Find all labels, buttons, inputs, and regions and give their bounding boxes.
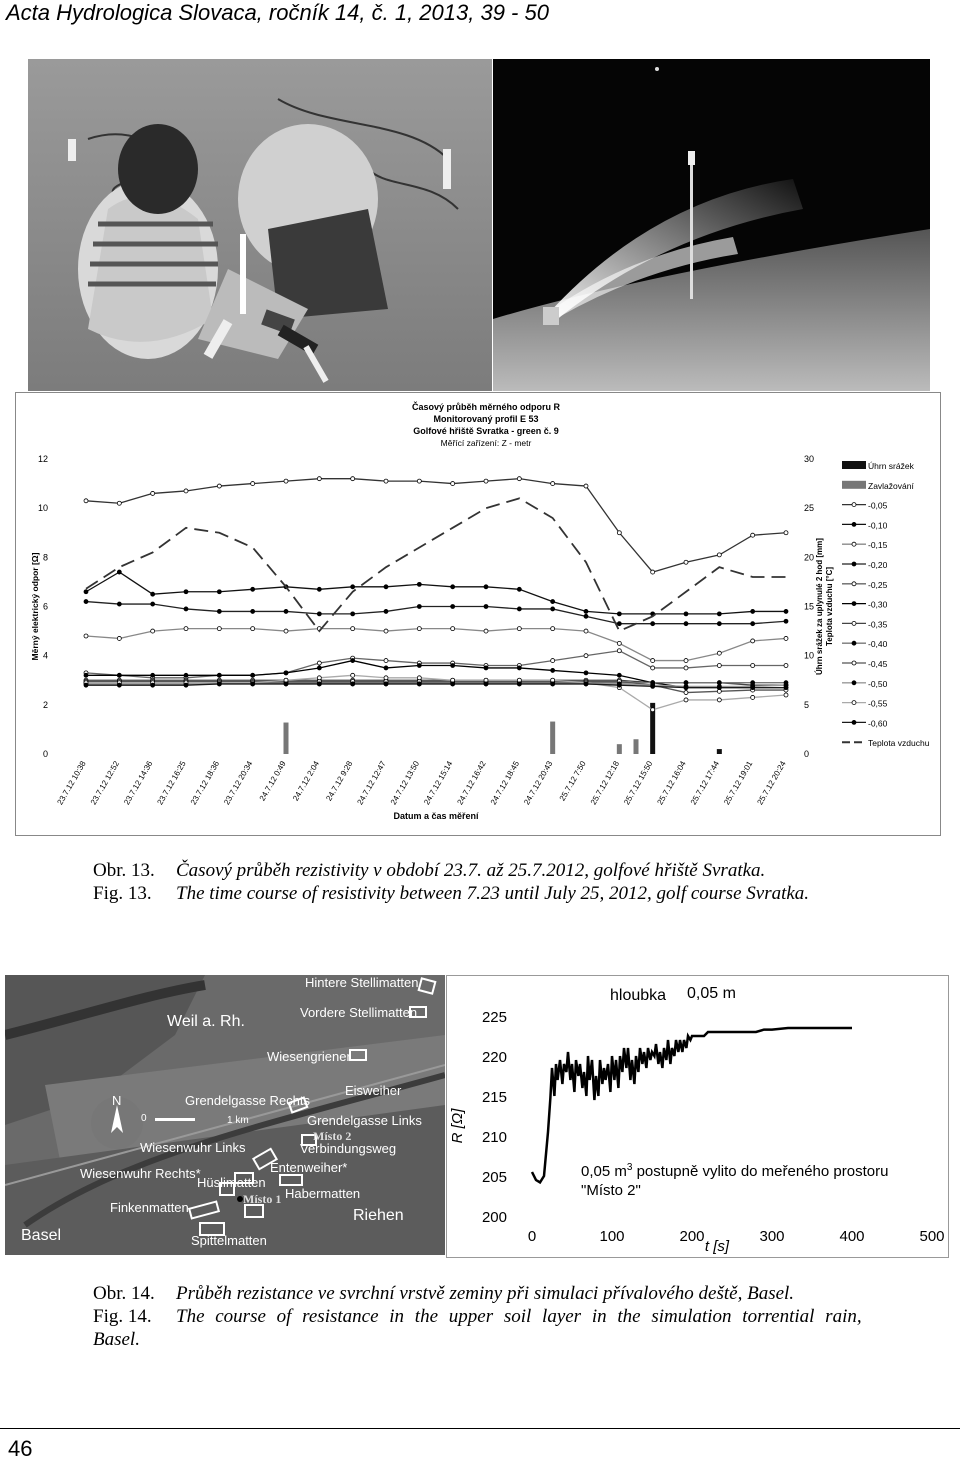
- fig13-caption-cz-number: Obr. 13.: [93, 860, 155, 881]
- series-point: [751, 622, 755, 626]
- scale-zero-label: 0: [141, 1113, 147, 1124]
- legend-label: -0,55: [868, 698, 888, 709]
- journal-header: Acta Hydrologica Slovaca, ročník 14, č. 1, 2013, 39 - 50: [6, 0, 549, 25]
- series-point: [617, 622, 621, 626]
- series-point: [84, 683, 88, 687]
- legend-swatch: [852, 582, 856, 586]
- series-point: [484, 666, 488, 670]
- series-point: [651, 622, 655, 626]
- series-point: [151, 491, 155, 495]
- series-point: [317, 666, 321, 670]
- right-tick-label: 5: [804, 699, 810, 710]
- scale-km-label: 1 km: [227, 1115, 249, 1126]
- x-tick-label: 24.7.12 0:49: [257, 759, 288, 803]
- resistivity-chart: [15, 392, 941, 836]
- map-label-grendel-links: Grendelgasse Links: [307, 1113, 422, 1128]
- series-point: [84, 673, 88, 677]
- series-point: [751, 533, 755, 537]
- series-point: [717, 553, 721, 557]
- series-point: [551, 482, 555, 486]
- left-tick-label: 0: [42, 749, 48, 759]
- map-label-wiesenwuhr-rechts: Wiesenwuhr Rechts*: [80, 1166, 201, 1181]
- series-point: [217, 590, 221, 594]
- left-tick-label: 10: [37, 503, 48, 514]
- series-point: [417, 582, 421, 586]
- series-point: [684, 612, 688, 616]
- y-tick-label: 225: [481, 1009, 507, 1026]
- series-point: [517, 587, 521, 591]
- x-tick-label: 25.7.12 17:44: [688, 759, 722, 807]
- series-point: [451, 682, 455, 686]
- series-point: [117, 501, 121, 505]
- x-axis-label: t [s]: [704, 1238, 730, 1255]
- map-label-verbindung: Verbindungsweg: [300, 1141, 397, 1156]
- series-point: [151, 683, 155, 687]
- series-point: [517, 666, 521, 670]
- series-point: [617, 531, 621, 535]
- series-point: [184, 627, 188, 631]
- series-point: [317, 477, 321, 481]
- series-point: [551, 600, 555, 604]
- legend-swatch: [852, 602, 856, 606]
- resistance-line: [532, 1028, 852, 1182]
- series-point: [484, 682, 488, 686]
- series-point: [451, 605, 455, 609]
- series-point: [351, 585, 355, 589]
- series-point: [84, 634, 88, 638]
- series-point: [217, 682, 221, 686]
- y-tick-label: 220: [481, 1049, 507, 1066]
- map-label-misto2: Místo 2: [313, 1129, 352, 1143]
- irrigation-bar: [550, 722, 555, 754]
- series-point: [651, 570, 655, 574]
- left-tick-label: 8: [42, 552, 48, 563]
- left-tick-label: 2: [42, 699, 48, 710]
- series-point: [484, 479, 488, 483]
- map-label-misto1: Místo 1: [243, 1192, 282, 1206]
- right-tick-label: 25: [804, 503, 815, 514]
- x-tick-label: 23.7.12 18:36: [188, 759, 222, 807]
- series-point: [251, 482, 255, 486]
- x-tick-label: 400: [839, 1228, 865, 1245]
- series-point: [384, 676, 388, 680]
- map-label-entenweiher: Entenweiher*: [270, 1160, 348, 1175]
- series-point: [717, 698, 721, 702]
- series-point: [717, 622, 721, 626]
- series-point: [684, 666, 688, 670]
- x-tick-label: 23.7.12 10:38: [55, 759, 88, 807]
- legend-swatch: [852, 641, 856, 645]
- series-point: [417, 676, 421, 680]
- series-point: [617, 683, 621, 687]
- map-label-vordere: Vordere Stellimatten: [300, 1005, 418, 1020]
- map-label-basel: Basel: [21, 1227, 62, 1244]
- series-point: [251, 673, 255, 677]
- fig13-caption-cz: Časový průběh rezistivity v období 23.7. až 25.7.2012, golfové hřiště Svratka.: [176, 860, 766, 881]
- x-tick-label: 23.7.12 12:52: [88, 759, 122, 807]
- series-point: [151, 629, 155, 633]
- series-point: [784, 531, 788, 535]
- irrigation-bar: [634, 739, 639, 754]
- series-point: [417, 682, 421, 686]
- series-point: [384, 629, 388, 633]
- series-point: [784, 636, 788, 640]
- legend-swatch: [852, 621, 856, 625]
- series-point: [284, 671, 288, 675]
- series-point: [217, 673, 221, 677]
- x-tick-label: 24.7.12 18:45: [488, 759, 522, 807]
- x-axis-label: Datum a čas měření: [393, 811, 479, 821]
- right-tick-label: 10: [804, 650, 815, 661]
- x-tick-label: 24.7.12 2:04: [291, 759, 322, 803]
- series-point: [717, 664, 721, 668]
- series-point: [451, 585, 455, 589]
- y-tick-label: 200: [481, 1209, 507, 1226]
- series-point: [217, 484, 221, 488]
- series-point: [351, 477, 355, 481]
- x-tick-label: 24.7.12 15:14: [422, 759, 455, 807]
- legend-swatch: [842, 461, 866, 469]
- map-label-weil: Weil a. Rh.: [167, 1013, 245, 1030]
- x-tick-label: 25.7.12 15:50: [622, 759, 655, 807]
- fig14-caption-en: The course of resistance in the upper soil layer in the simulation torrential rain,: [176, 1306, 862, 1327]
- series-point: [584, 484, 588, 488]
- legend-label: -0,05: [868, 500, 888, 511]
- series-point: [251, 609, 255, 613]
- series-point: [584, 682, 588, 686]
- series-point: [184, 683, 188, 687]
- legend-swatch: [842, 481, 866, 489]
- series-point: [184, 673, 188, 677]
- series-point: [284, 479, 288, 483]
- series-point: [684, 698, 688, 702]
- legend-label: -0,10: [868, 520, 888, 531]
- fig14-caption-en-number: Fig. 14.: [93, 1306, 152, 1327]
- series-point: [384, 666, 388, 670]
- map-label-riehen: Riehen: [353, 1207, 404, 1224]
- series-point: [451, 664, 455, 668]
- legend-swatch: [852, 720, 856, 724]
- series-point: [751, 609, 755, 613]
- y-tick-label: 215: [481, 1089, 507, 1106]
- y-axis-label: R [Ω]: [449, 1108, 466, 1144]
- x-tick-label: 100: [599, 1228, 625, 1245]
- legend-swatch: [852, 522, 856, 526]
- series-line-0: [86, 479, 786, 572]
- map-label-spittelmatten: Spittelmatten: [191, 1233, 267, 1248]
- series-point: [184, 607, 188, 611]
- x-tick-label: 500: [919, 1228, 945, 1245]
- series-point: [284, 682, 288, 686]
- series-point: [151, 673, 155, 677]
- legend-label: Teplota vzduchu: [868, 738, 930, 749]
- series-point: [284, 609, 288, 613]
- series-point: [684, 686, 688, 690]
- series-point: [751, 686, 755, 690]
- y-tick-label: 210: [481, 1129, 507, 1146]
- x-tick-label: 24.7.12 16:42: [455, 759, 488, 807]
- series-point: [617, 612, 621, 616]
- map-label-wiesenwuhr-links: Wiesenwuhr Links: [140, 1140, 246, 1155]
- chart-title-line: Golfové hřiště Svratka - green č. 9: [413, 426, 559, 436]
- series-point: [451, 627, 455, 631]
- series-point: [384, 659, 388, 663]
- series-point: [417, 664, 421, 668]
- legend-label: Zavlažování: [868, 480, 914, 491]
- series-point: [584, 609, 588, 613]
- series-point: [84, 590, 88, 594]
- right-tick-label: 20: [804, 552, 815, 563]
- series-point: [584, 654, 588, 658]
- temperature-line: [86, 498, 786, 631]
- legend-label: -0,40: [868, 639, 888, 650]
- series-point: [417, 627, 421, 631]
- series-point: [651, 684, 655, 688]
- fig14-caption-cz-number: Obr. 14.: [93, 1283, 155, 1304]
- series-point: [551, 607, 555, 611]
- legend-label: -0,35: [868, 619, 888, 630]
- field-measurement-photo: [28, 59, 492, 391]
- series-line-2: [86, 629, 786, 661]
- series-point: [784, 693, 788, 697]
- series-point: [317, 682, 321, 686]
- right-tick-label: 0: [804, 749, 810, 759]
- legend-label: -0,15: [868, 540, 888, 551]
- series-point: [117, 636, 121, 640]
- series-point: [784, 664, 788, 668]
- legend-label: -0,30: [868, 599, 888, 610]
- series-point: [351, 682, 355, 686]
- x-tick-label: 25.7.12 16:04: [655, 759, 688, 807]
- series-line-4: [86, 651, 786, 678]
- series-point: [517, 682, 521, 686]
- series-point: [717, 651, 721, 655]
- fig13-caption-en: The time course of resistivity between 7.23 until July 25, 2012, golf course Svratka.: [176, 883, 810, 904]
- series-point: [184, 590, 188, 594]
- right-tick-label: 30: [804, 454, 815, 464]
- series-point: [317, 676, 321, 680]
- series-point: [151, 602, 155, 606]
- x-tick-label: 23.7.12 14:36: [122, 759, 155, 807]
- series-point: [751, 639, 755, 643]
- series-point: [84, 600, 88, 604]
- series-point: [684, 659, 688, 663]
- map-label-grendel-rechts: Grendelgasse Rechts: [185, 1093, 311, 1108]
- series-point: [517, 477, 521, 481]
- series-point: [617, 641, 621, 645]
- series-point: [784, 686, 788, 690]
- series-point: [584, 629, 588, 633]
- x-tick-label: 24.7.12 20:43: [522, 759, 555, 807]
- series-point: [217, 609, 221, 613]
- y-tick-label: 205: [481, 1169, 507, 1186]
- series-point: [351, 627, 355, 631]
- series-point: [117, 683, 121, 687]
- right-axis-label: Teplota vzduchu [°C]: [825, 566, 834, 647]
- series-point: [484, 585, 488, 589]
- series-point: [117, 602, 121, 606]
- legend-label: -0,50: [868, 678, 888, 689]
- series-point: [351, 612, 355, 616]
- series-point: [551, 659, 555, 663]
- x-tick-label: 25.7.12 12:18: [588, 759, 622, 807]
- series-point: [584, 671, 588, 675]
- series-point: [384, 609, 388, 613]
- map-label-eisweiher: Eisweiher: [345, 1083, 402, 1098]
- x-tick-label: 24.7.12 9:28: [324, 759, 355, 803]
- x-tick-label: 0: [527, 1228, 537, 1245]
- page-number: 46: [8, 1436, 33, 1461]
- x-tick-label: 200: [679, 1228, 705, 1245]
- series-point: [251, 587, 255, 591]
- legend-label: -0,20: [868, 560, 888, 570]
- footer-rule: [0, 1428, 960, 1429]
- series-point: [184, 489, 188, 493]
- x-tick-label: 23.7.12 20:34: [222, 759, 255, 807]
- series-point: [217, 627, 221, 631]
- series-point: [551, 682, 555, 686]
- right-axis-label: Úhrn srážek za uplynulé 2 hod [mm]: [815, 538, 824, 675]
- series-point: [651, 666, 655, 670]
- series-point: [251, 627, 255, 631]
- series-point: [517, 627, 521, 631]
- resistance-time-chart: [446, 975, 949, 1258]
- series-point: [551, 668, 555, 672]
- chart-title-line: Měřící zařízení: Z - metr: [440, 438, 532, 448]
- x-tick-label: 24.7.12 13:50: [388, 759, 422, 807]
- legend-swatch: [852, 503, 856, 507]
- series-line-3: [86, 602, 786, 624]
- series-point: [617, 649, 621, 653]
- map-label-wiesengriener: Wiesengriener: [267, 1049, 351, 1064]
- annotation-text: 0,05 $m^3$ postupně vylito do meřeného prostoru: [581, 1162, 889, 1180]
- x-tick-label: 24.7.12 12:47: [355, 759, 388, 807]
- series-point: [717, 686, 721, 690]
- series-point: [451, 482, 455, 486]
- series-line-1: [86, 572, 786, 614]
- series-point: [784, 619, 788, 623]
- series-point: [484, 629, 488, 633]
- series-point: [684, 622, 688, 626]
- legend-swatch: [852, 681, 856, 685]
- map-label-finkenmatten: Finkenmatten: [110, 1200, 189, 1215]
- legend-swatch: [852, 661, 856, 665]
- rain-bar: [717, 749, 722, 754]
- basel-site-map: [5, 975, 445, 1255]
- left-tick-label: 6: [42, 601, 48, 612]
- series-point: [717, 612, 721, 616]
- x-tick-label: 25.7.12 19:01: [722, 759, 755, 807]
- fig14-caption-en-cont: Basel.: [93, 1329, 140, 1350]
- series-point: [684, 560, 688, 564]
- series-point: [617, 673, 621, 677]
- series-point: [551, 627, 555, 631]
- series-point: [651, 659, 655, 663]
- chart-title: hloubka: [610, 987, 667, 1004]
- right-tick-label: 15: [804, 601, 815, 612]
- map-label-habermatten: Habermatten: [285, 1186, 361, 1201]
- series-point: [784, 609, 788, 613]
- series-point: [684, 691, 688, 695]
- series-point: [517, 607, 521, 611]
- series-point: [151, 592, 155, 596]
- x-tick-label: 25.7.12 7:50: [557, 759, 588, 803]
- x-tick-label: 23.7.12 16:25: [155, 759, 188, 807]
- series-point: [651, 708, 655, 712]
- series-point: [384, 585, 388, 589]
- series-point: [751, 664, 755, 668]
- legend-swatch: [852, 701, 856, 705]
- series-point: [417, 605, 421, 609]
- x-tick-label: 300: [759, 1228, 785, 1245]
- chart-title-line: Monitorovaný profil E 53: [433, 414, 539, 424]
- chart-title-line: Časový průběh měrného odporu R: [411, 402, 561, 412]
- series-point: [351, 659, 355, 663]
- map-label-hintere: Hintere Stellimatten: [305, 975, 419, 990]
- annotation-text-line2: "Místo 2": [581, 1182, 641, 1199]
- legend-label: -0,45: [868, 659, 888, 669]
- legend-swatch: [852, 562, 856, 566]
- series-point: [117, 673, 121, 677]
- series-point: [484, 605, 488, 609]
- sprinkler-photo: [493, 59, 930, 391]
- series-point: [384, 479, 388, 483]
- legend-label: Úhrn srážek: [868, 461, 914, 471]
- left-tick-label: 4: [42, 650, 48, 661]
- series-point: [751, 695, 755, 699]
- series-point: [584, 614, 588, 618]
- left-axis-label: Měrný elektrický odpor [Ω]: [30, 552, 40, 661]
- series-point: [351, 673, 355, 677]
- irrigation-bar: [284, 723, 289, 754]
- series-point: [317, 587, 321, 591]
- legend-swatch: [852, 542, 856, 546]
- legend-label: -0,60: [868, 718, 888, 729]
- series-point: [84, 499, 88, 503]
- map-label-huslimatten: Hüslimatten: [197, 1175, 266, 1190]
- irrigation-bar: [617, 744, 622, 754]
- series-point: [384, 682, 388, 686]
- series-point: [317, 612, 321, 616]
- series-point: [284, 629, 288, 633]
- fig14-caption-cz: Průběh rezistance ve svrchní vrstvě zeminy při simulaci přívalového deště, Basel.: [176, 1283, 795, 1304]
- series-point: [117, 570, 121, 574]
- north-label: N: [112, 1093, 122, 1108]
- x-tick-label: 25.7.12 20:24: [755, 759, 788, 807]
- series-point: [317, 661, 321, 665]
- series-point: [417, 479, 421, 483]
- legend-label: -0,25: [868, 579, 888, 590]
- series-point: [251, 682, 255, 686]
- chart-title-value: 0,05 m: [687, 985, 736, 1002]
- fig13-caption-en-number: Fig. 13.: [93, 883, 152, 904]
- left-tick-label: 12: [37, 454, 48, 464]
